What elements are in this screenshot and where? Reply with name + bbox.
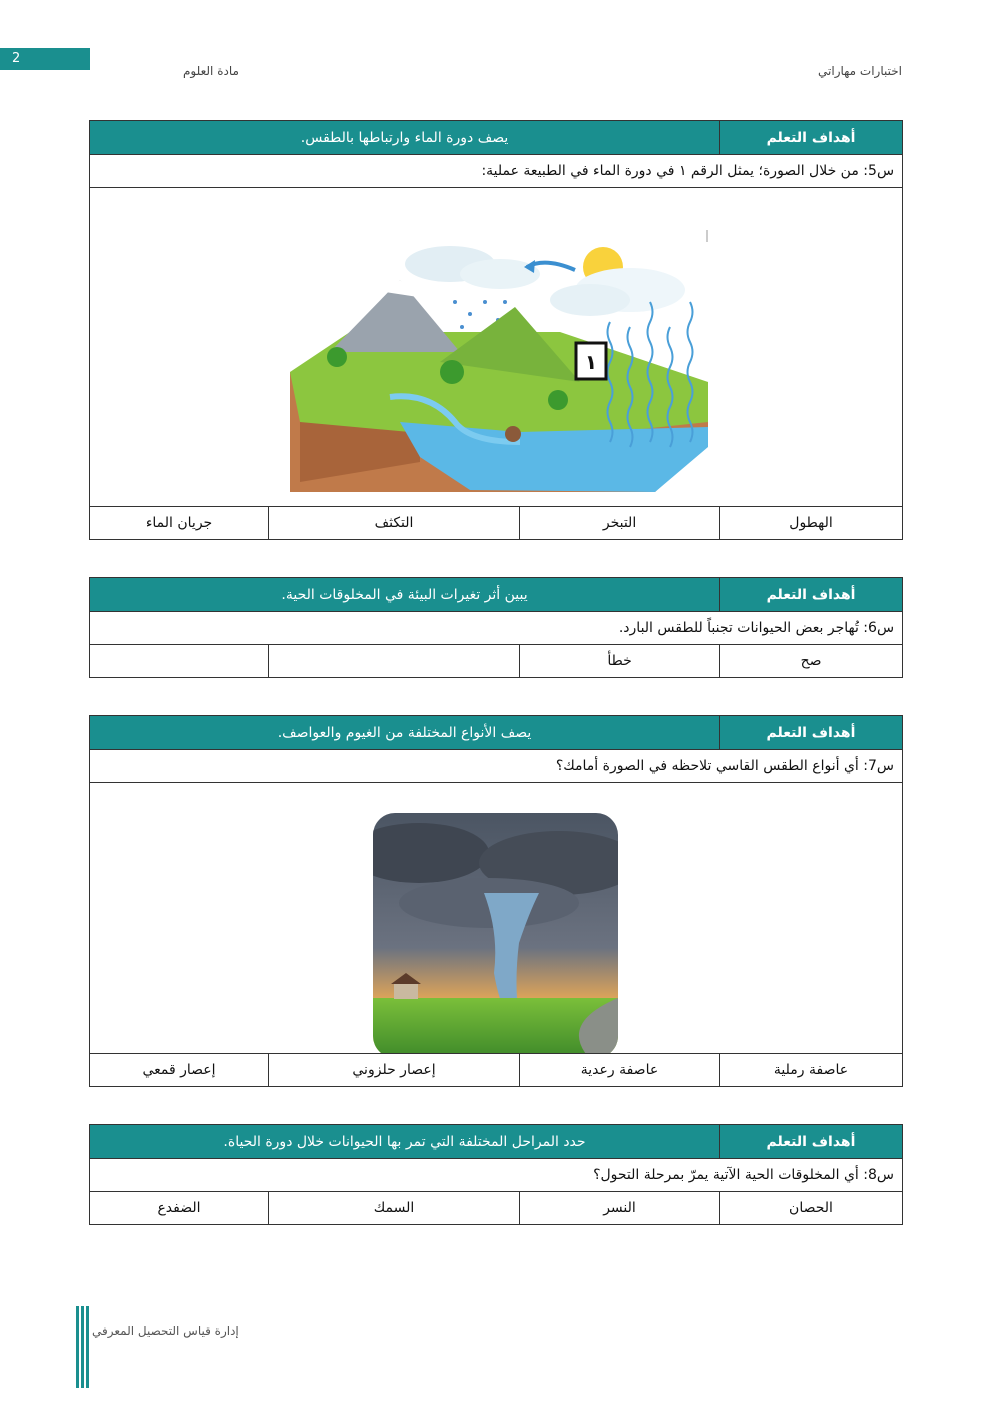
option-b[interactable]: عاصفة رعدية bbox=[520, 1054, 720, 1087]
question-5-table bbox=[89, 120, 903, 540]
exam-title: اختبارات مهاراتي bbox=[818, 64, 902, 78]
option-a[interactable]: الهطول bbox=[720, 507, 903, 540]
goal-label: أهداف التعلم bbox=[720, 121, 903, 155]
option-d[interactable]: إعصار قمعي bbox=[90, 1054, 269, 1087]
question-7-table bbox=[89, 715, 903, 1087]
option-a[interactable]: عاصفة رملية bbox=[720, 1054, 903, 1087]
rock-icon bbox=[505, 426, 521, 442]
question-text: س6: تُهاجر بعض الحيوانات تجنباً للطقس البارد. bbox=[90, 612, 903, 645]
option-c[interactable]: السمك bbox=[269, 1192, 520, 1225]
question-text: س5: من خلال الصورة؛ يمثل الرقم ١ في دورة الماء في الطبيعة عملية: bbox=[90, 155, 903, 188]
learning-goal: يبين أثر تغيرات البيئة في المخلوقات الحية. bbox=[90, 578, 720, 612]
option-c[interactable]: التكثف bbox=[269, 507, 520, 540]
option-b[interactable]: النسر bbox=[520, 1192, 720, 1225]
house-icon bbox=[394, 983, 418, 999]
option-a[interactable]: صح bbox=[720, 645, 903, 678]
water-cycle-illustration bbox=[89, 188, 902, 506]
figure-number-label: ١ bbox=[584, 350, 598, 374]
option-d[interactable]: جريان الماء bbox=[90, 507, 269, 540]
goal-label: أهداف التعلم bbox=[720, 716, 903, 750]
option-d bbox=[90, 645, 269, 678]
question-text: س8: أي المخلوقات الحية الآتية يمرّ بمرحلة التحول؟ bbox=[90, 1159, 903, 1192]
option-c bbox=[269, 645, 520, 678]
option-b[interactable]: التبخر bbox=[520, 507, 720, 540]
learning-goal: يصف الأنواع المختلفة من الغيوم والعواصف. bbox=[90, 716, 720, 750]
question-text: س7: أي أنواع الطقس القاسي تلاحظه في الصورة أمامك؟ bbox=[90, 750, 903, 783]
page-number: 2 bbox=[0, 48, 90, 70]
subject-title: مادة العلوم bbox=[183, 64, 239, 78]
question-8-table bbox=[89, 1124, 903, 1225]
tornado-photo bbox=[89, 783, 902, 1053]
option-c[interactable]: إعصار حلزوني bbox=[269, 1054, 520, 1087]
water-cycle-image-cell bbox=[90, 188, 903, 507]
tree-icon bbox=[327, 347, 347, 367]
footer-text: إدارة قياس التحصيل المعرفي bbox=[92, 1324, 239, 1338]
learning-goal: حدد المراحل المختلفة التي تمر بها الحيوانات خلال دورة الحياة. bbox=[90, 1125, 720, 1159]
option-a[interactable]: الحصان bbox=[720, 1192, 903, 1225]
goal-label: أهداف التعلم bbox=[720, 1125, 903, 1159]
option-d[interactable]: الضفدع bbox=[90, 1192, 269, 1225]
question-6-table bbox=[89, 577, 903, 678]
goal-label: أهداف التعلم bbox=[720, 578, 903, 612]
option-b[interactable]: خطأ bbox=[520, 645, 720, 678]
learning-goal: يصف دورة الماء وارتباطها بالطقس. bbox=[90, 121, 720, 155]
tornado-image-cell bbox=[90, 783, 903, 1054]
